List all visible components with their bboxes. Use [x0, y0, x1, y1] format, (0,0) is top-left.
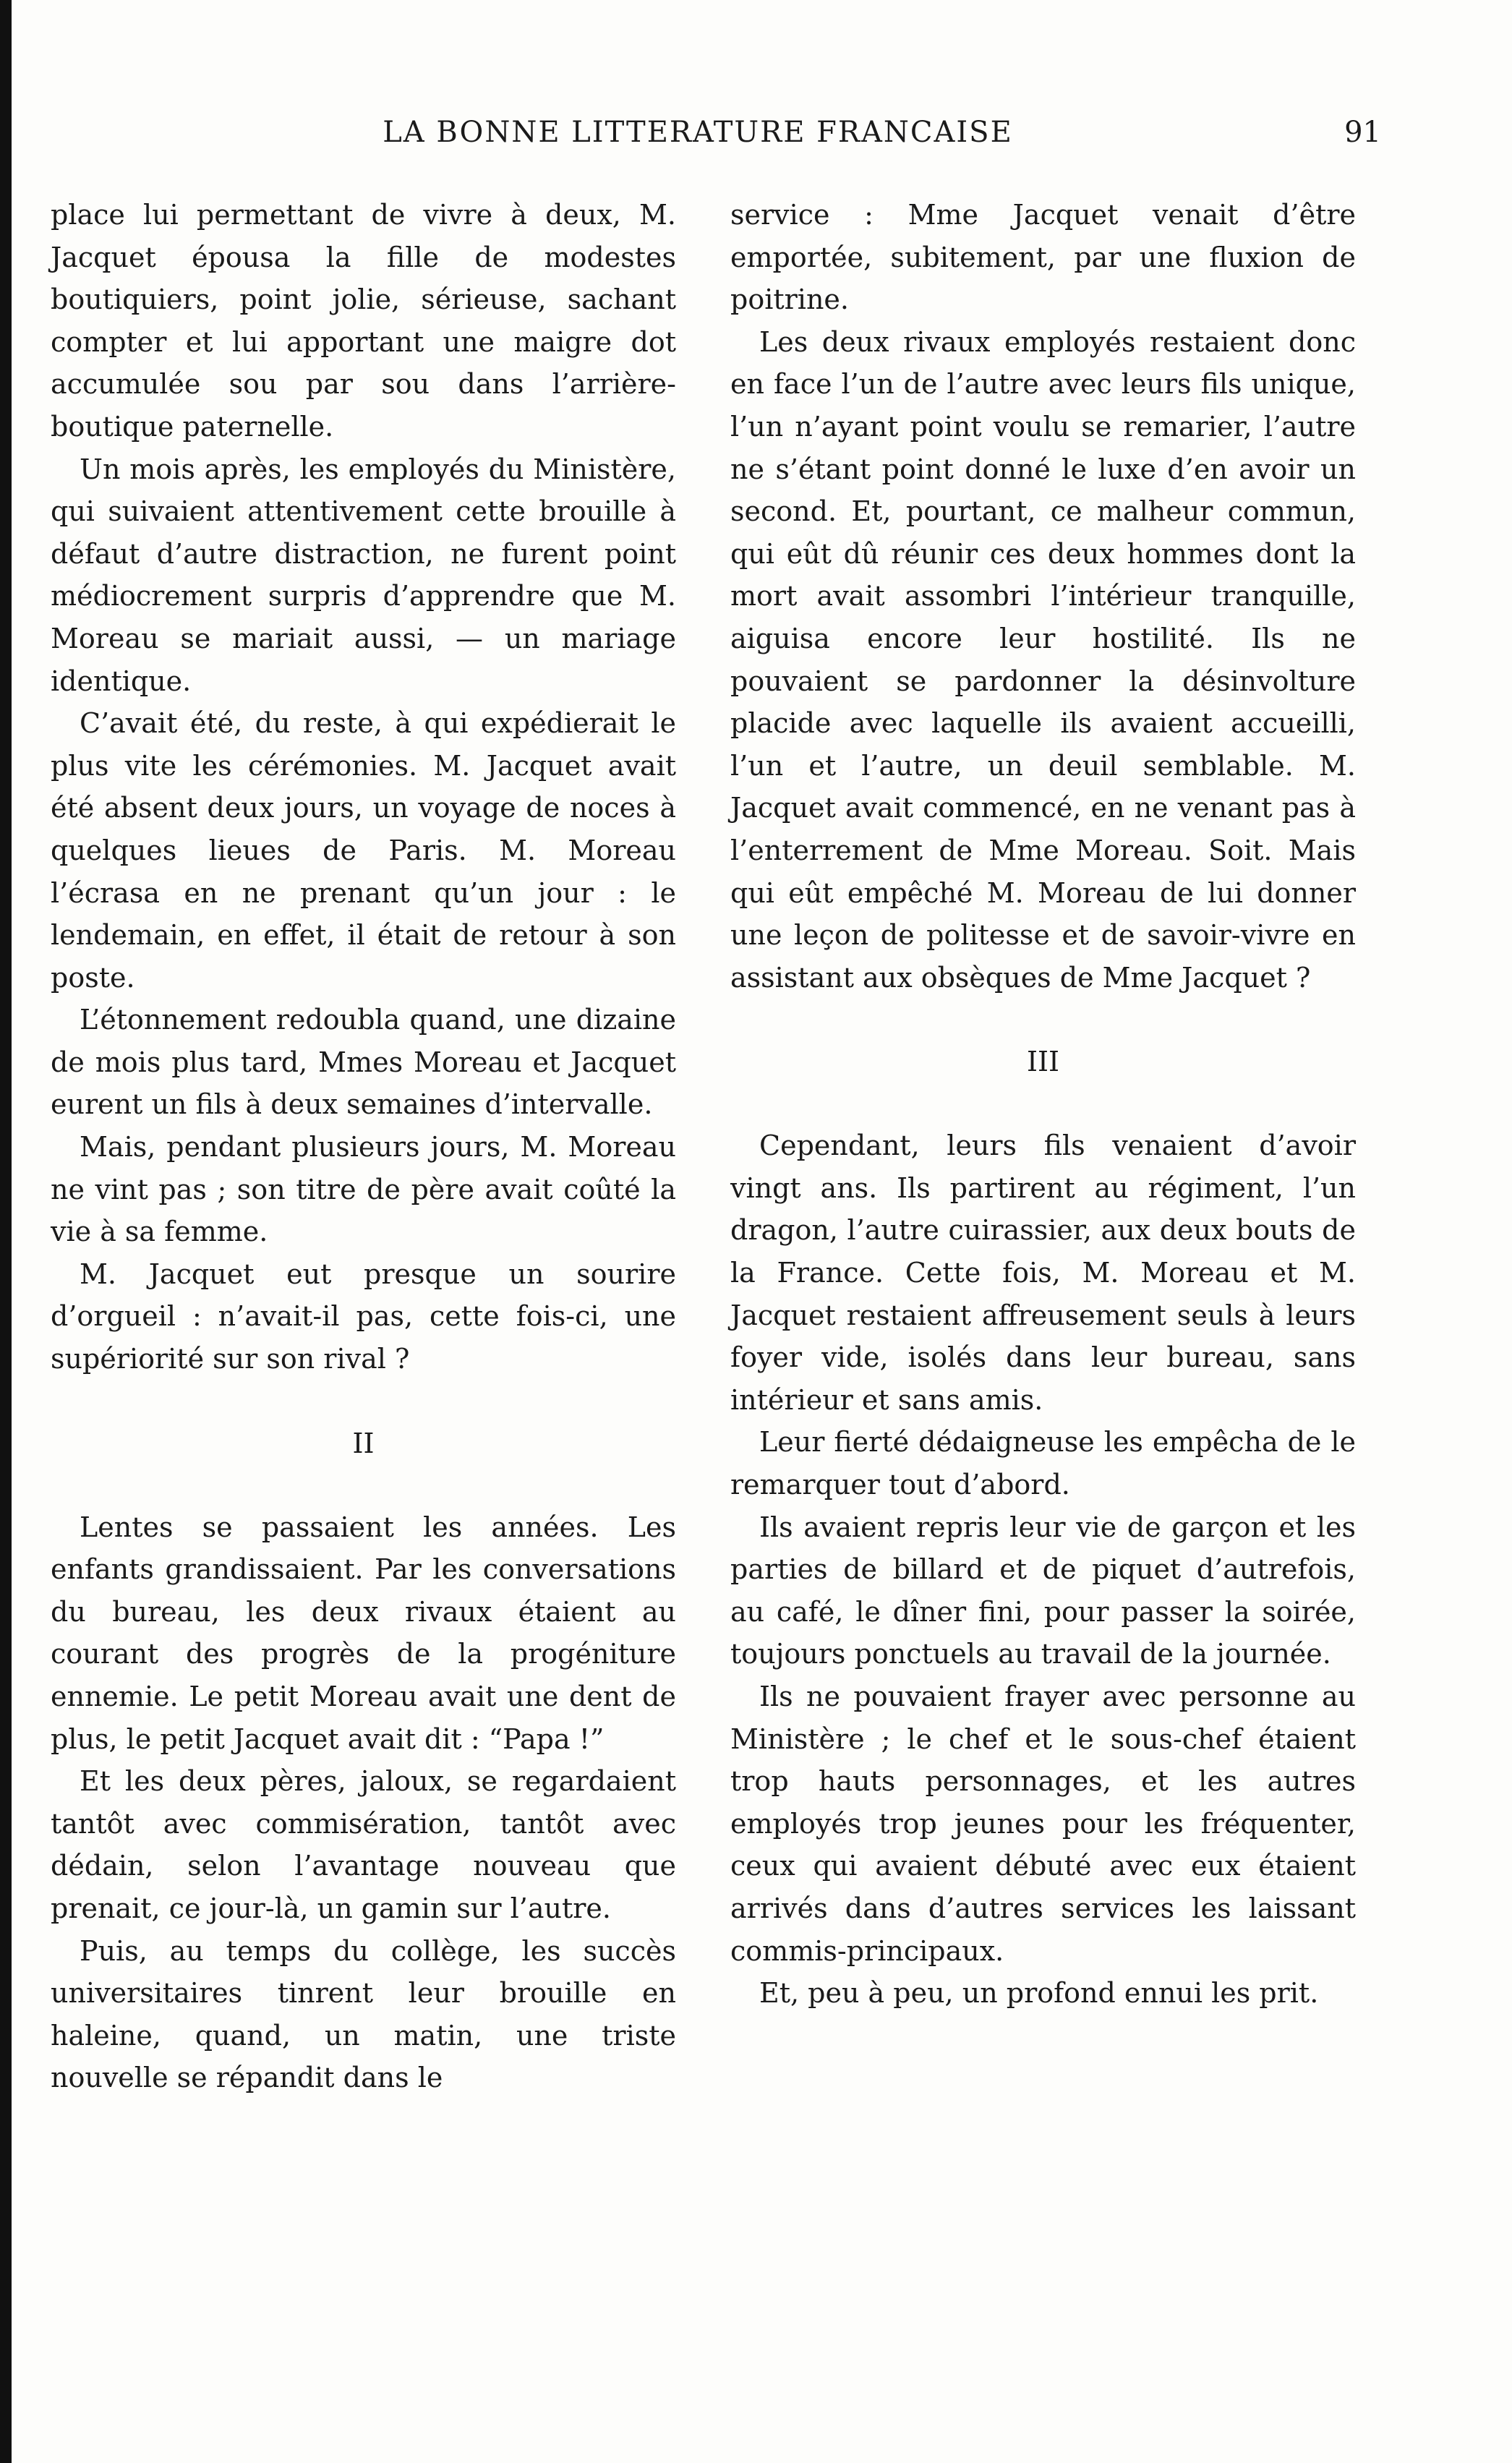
paragraph: Et les deux pères, jaloux, se regardaient tantôt avec commisération, tantôt avec dédain, selon l’avantage nouveau que prenait, ce jour-là, un gamin sur l’autre. [51, 1765, 676, 1924]
section-heading: III [1026, 1046, 1060, 1078]
paragraph: C’avait été, du reste, à qui expédierait le plus vite les cérémonies. M. Jacquet avait été absent deux jours, un voyage de noces à quelques lieues de Paris. M. Moreau l’écrasa en ne prenant qu’un jour : le lendemain, en effet, il était de retour à son poste. [51, 707, 676, 994]
paragraph: Leur fierté dédaigneuse les empêcha de le remarquer tout d’abord. [730, 1426, 1356, 1501]
paragraph: Ils ne pouvaient frayer avec personne au Ministère ; le chef et le sous-chef étaient trop hauts personnages, et les autres employés trop jeunes pour les fréquenter, ceux qui avaient débuté avec eux étaient arrivés dans d’autres services les laissant commis-principaux. [730, 1681, 1356, 1967]
paragraph: L’étonnement redoubla quand, une dizaine de mois plus tard, Mmes Moreau et Jacquet eurent un fils à deux semaines d’intervalle. [51, 1004, 676, 1121]
running-title: LA BONNE LITTERATURE FRANCAISE [383, 116, 1013, 149]
section-heading: II [352, 1427, 375, 1459]
paragraph: place lui permettant de vivre à deux, M. Jacquet épousa la fille de modestes boutiquiers, point jolie, sérieuse, sachant compter et lui apportant une maigre dot accumulée sou par sou dans l’arrière-boutique paternelle. [51, 199, 676, 443]
paragraph: Les deux rivaux employés restaient donc en face l’un de l’autre avec leurs fils unique, l’un n’ayant point voulu se remarier, l’autre ne s’étant point donné le luxe d’en avoir un second. Et, pourtant, ce malheur commun, qui eût dû réunir ces deux hommes dont la mort avait assombri l’intérieur tranquille, aiguisa encore leur hostilité. Ils ne pouvaient se pardonner la désinvolture placide avec laquelle ils avaient accueilli, l’un et l’autre, un deuil semblable. M. Jacquet avait commencé, en ne venant pas à l’enterrement de Mme Moreau. Soit. Mais qui eût empêché M. Moreau de lui donner une leçon de politesse et de savoir-vivre en assistant aux obsèques de Mme Jacquet ? [730, 325, 1356, 994]
paragraph: Mais, pendant plusieurs jours, M. Moreau ne vint pas ; son titre de père avait coûté la vie à sa femme. [51, 1131, 676, 1248]
paragraph: M. Jacquet eut presque un sourire d’orgueil : n’avait-il pas, cette fois-ci, une supériorité sur son rival ? [51, 1258, 676, 1375]
page-number: 91 [1344, 116, 1381, 149]
left-column [51, 194, 676, 2099]
paragraph: Et, peu à peu, un profond ennui les prit. [759, 1977, 1319, 2010]
paragraph: service : Mme Jacquet venait d’être emportée, subitement, par une fluxion de poitrine. [730, 199, 1356, 316]
right-column [730, 194, 1356, 2015]
paragraph: Cependant, leurs fils venaient d’avoir vingt ans. Ils partirent au régiment, l’un dragon, l’autre cuirassier, aux deux bouts de la France. Cette fois, M. Moreau et M. Jacquet restaient affreusement seuls à leurs foyer vide, isolés dans leur bureau, sans intérieur et sans amis. [730, 1130, 1356, 1416]
paragraph: Un mois après, les employés du Ministère, qui suivaient attentivement cette brouille à défaut d’autre distraction, ne furent point médiocrement surpris d’apprendre que M. Moreau se mariait aussi, — un mariage identique. [51, 453, 676, 697]
paragraph: Ils avaient repris leur vie de garçon et les parties de billard et de piquet d’autrefois, au café, le dîner fini, pour passer la soirée, toujours ponctuels au travail de la journée. [730, 1511, 1356, 1670]
paragraph: Puis, au temps du collège, les succès universitaires tinrent leur brouille en haleine, quand, un matin, une triste nouvelle se répandit dans le [51, 1934, 676, 2094]
paragraph: Lentes se passaient les années. Les enfants grandissaient. Par les conversations du bureau, les deux rivaux étaient au courant des progrès de la progéniture ennemie. Le petit Moreau avait une dent de plus, le petit Jacquet avait dit : “Papa !” [51, 1511, 676, 1755]
binding-edge [0, 0, 12, 2463]
